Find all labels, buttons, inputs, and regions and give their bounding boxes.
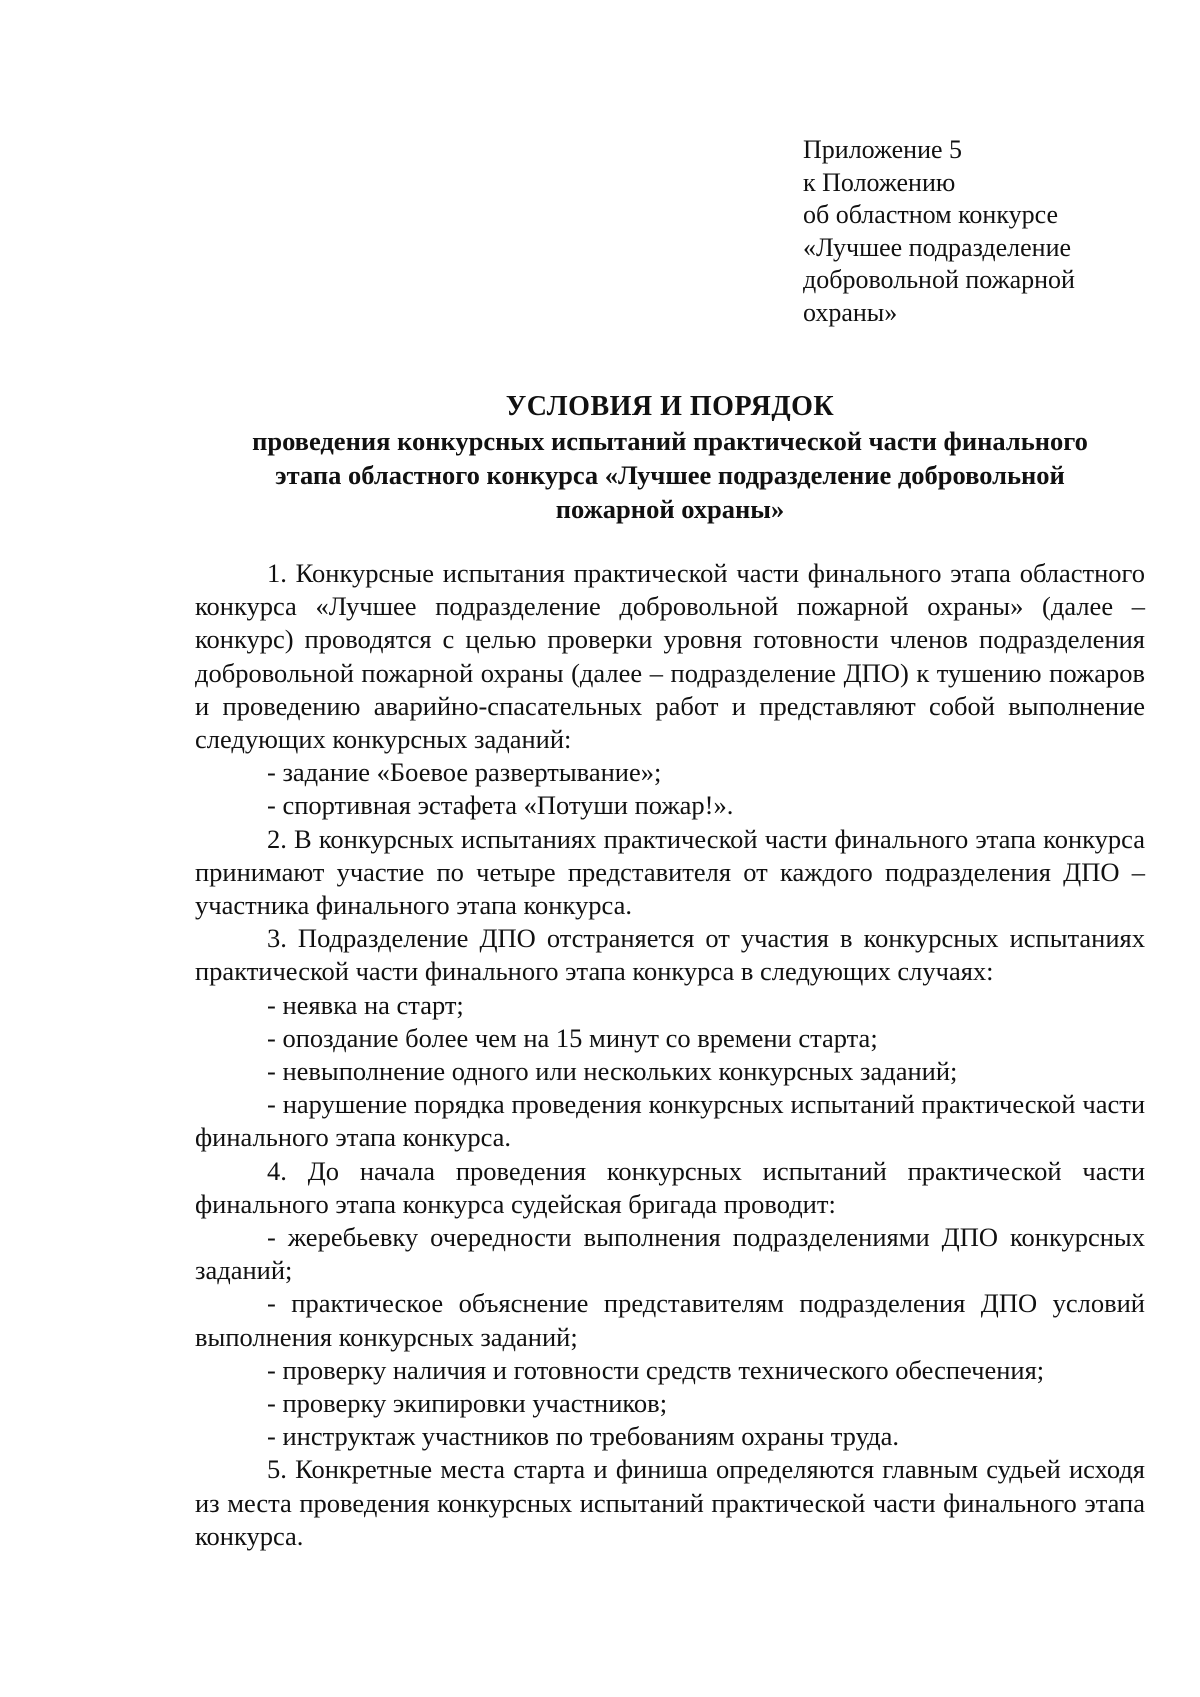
- title-sub-line: пожарной охраны»: [555, 494, 785, 524]
- list-item: - практическое объяснение представителям подразделения ДПО условий выполнения конкурсных заданий;: [195, 1288, 1145, 1352]
- document-title: [195, 390, 1145, 526]
- list-item: - задание «Боевое развертывание»;: [267, 757, 662, 788]
- title-sub-line: этапа областного конкурса «Лучшее подразделение добровольной: [275, 460, 1065, 490]
- list-item: - жеребьевку очередности выполнения подразделениями ДПО конкурсных заданий;: [195, 1222, 1145, 1286]
- appendix-line: об областном конкурсе: [803, 200, 1058, 229]
- title-main: УСЛОВИЯ И ПОРЯДОК: [505, 391, 835, 422]
- appendix-line: Приложение 5: [803, 135, 963, 164]
- appendix-line: добровольной пожарной: [803, 265, 1075, 294]
- appendix-line: охраны»: [803, 297, 898, 327]
- appendix-line: «Лучшее подразделение: [803, 232, 1072, 262]
- paragraph-2: 2. В конкурсных испытаниях практической части финального этапа конкурса принимают участие по четыре представителя от каждого подразделения ДПО – участника финального этапа конкурса.: [195, 823, 1145, 921]
- appendix-header: [803, 134, 1163, 329]
- list-item: - спортивная эстафета «Потуши пожар!».: [267, 790, 734, 821]
- list-item: - невыполнение одного или нескольких конкурсных заданий;: [267, 1056, 958, 1087]
- paragraph-1: 1. Конкурсные испытания практической части финального этапа областного конкурса «Лучшее подразделение добровольной пожарной охраны» (далее – конкурс) проводятся с целью проверки уровня готовности членов подразделения добровольной пожарной охраны (далее – подразделение ДПО) к тушению пожаров и проведению аварийно-спасательных работ и представляют собой выполнение следующих конкурсных заданий:: [195, 558, 1145, 755]
- appendix-line: к Положению: [803, 167, 956, 197]
- list-item: - инструктаж участников по требованиям охраны труда.: [267, 1421, 900, 1452]
- list-item: - нарушение порядка проведения конкурсных испытаний практической части финального этапа конкурса.: [195, 1089, 1145, 1153]
- list-item: - неявка на старт;: [267, 989, 464, 1020]
- list-item: - опоздание более чем на 15 минут со времени старта;: [267, 1022, 878, 1053]
- list-item: - проверку наличия и готовности средств технического обеспечения;: [267, 1354, 1045, 1385]
- title-sub-line: проведения конкурсных испытаний практической части финального: [252, 426, 1088, 456]
- paragraph-3: 3. Подразделение ДПО отстраняется от участия в конкурсных испытаниях практической части финального этапа конкурса в следующих случаях:: [195, 923, 1145, 987]
- paragraph-5: 5. Конкретные места старта и финиша определяются главным судьей исходя из места проведения конкурсных испытаний практической части финального этапа конкурса.: [195, 1454, 1145, 1551]
- list-item: - проверку экипировки участников;: [267, 1388, 668, 1419]
- document-body: [195, 557, 1145, 1553]
- paragraph-4: 4. До начала проведения конкурсных испытаний практической части финального этапа конкурса судейская бригада проводит:: [195, 1155, 1145, 1219]
